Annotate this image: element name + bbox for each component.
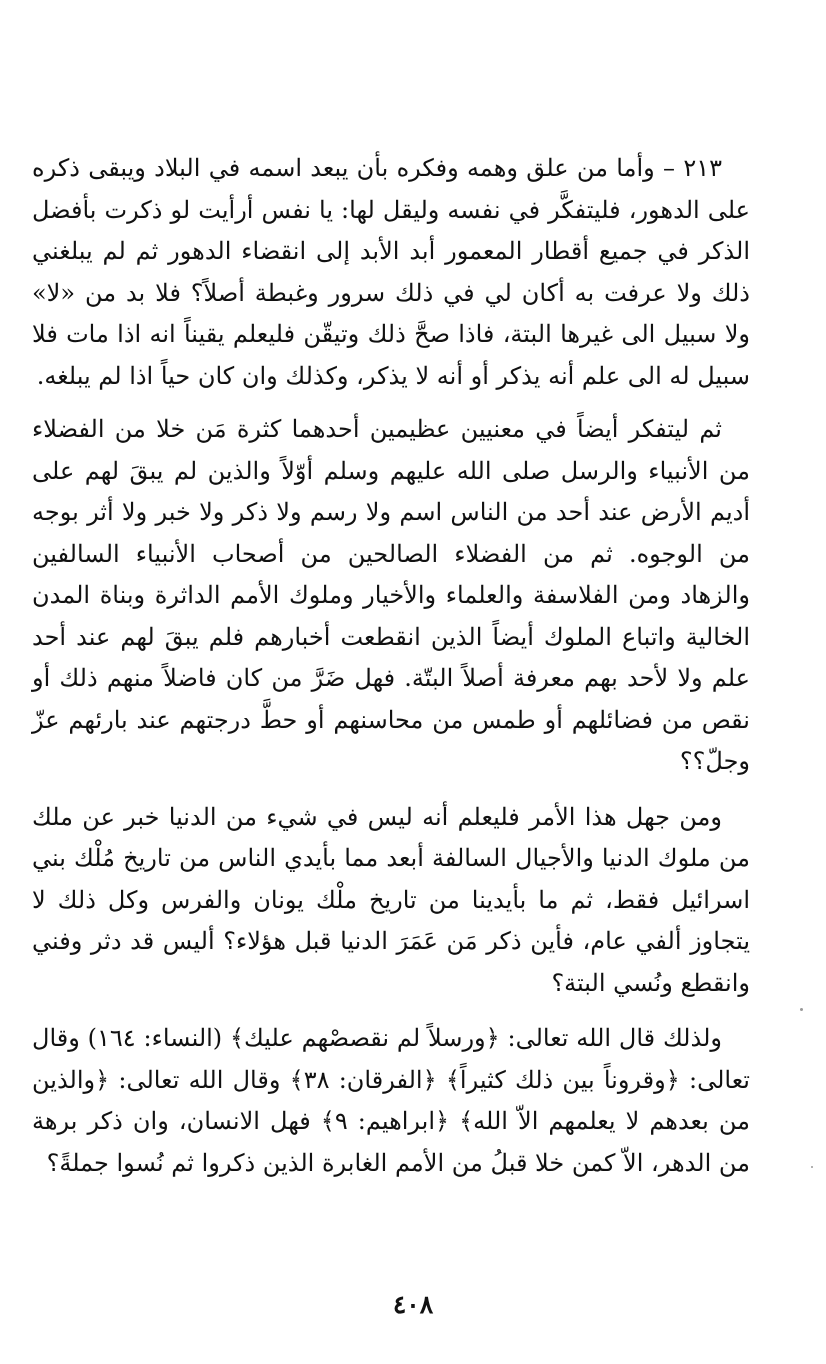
paragraph-virtuous-forgotten: ثم ليتفكر أيضاً في معنيين عظيمين أحدهما كثرة مَن خلا من الفضلاء من الأنبياء والرسل صلى الله عليهم وسلم أوّلاً والذين لم يبقَ لهم على أديم الأرض عند أحد من الناس اسم ولا رسم ولا ذكر ولا خبر ولا أثر بوجه من الوجوه. ثم من الفضلاء الصالحين من أصحاب الأنبياء السالفين والزهاد ومن الفلاسفة والعلماء والأخيار وملوك الأمم الداثرة وبناة المدن الخالية واتباع الملوك أيضاً الذين انقطعت أخبارهم فلم يبقَ لهم عند أحد علم ولا لأحد بهم معرفة أصلاً البتّة. فهل ضَرَّ من كان فاضلاً منهم ذلك أو نقص من فضائلهم أو طمس من محاسنهم أو حطَّ درجتهم عند بارئهم عزّ وجلّ؟؟ (32, 415, 750, 775)
paragraph-history-of-kings: ومن جهل هذا الأمر فليعلم أنه ليس في شيء من الدنيا خبر عن ملك من ملوك الدنيا والأجيال السالفة أبعد مما بأيدي الناس من تاريخ مُلْك بني اسرائيل فقط، ثم ما بأيدينا من تاريخ ملْك يونان والفرس وكل ذلك لا يتجاوز ألفي عام، فأين ذكر مَن عَمَرَ الدنيا قبل هؤلاء؟ أليس قد دثر وفني وانقطع ونُسي البتة؟ (32, 802, 750, 997)
scan-speck (811, 1166, 813, 1168)
body-text (32, 148, 750, 1184)
page-number: ٤٠٨ (392, 1290, 434, 1319)
paragraph-quran-citations: ولذلك قال الله تعالى: ﴿ورسلاً لم نقصصْهم عليك﴾ (النساء: ١٦٤) وقال تعالى: ﴿وقروناً بين ذلك كثيراً﴾ ﴿الفرقان: ٣٨﴾ وقال الله تعالى: ﴿والذين من بعدهم لا يعلمهم الاّ الله﴾ ﴿ابراهيم: ٩﴾ فهل الانسان، وان ذكر برهة من الدهر، الاّ كمن خلا قبلُ من الأمم الغابرة الذين ذكروا ثم نُسوا جملةً؟ (32, 1024, 750, 1177)
paragraph-213: ٢١٣ – وأما من علق وهمه وفكره بأن يبعد اسمه في البلاد ويبقى ذكره على الدهور، فليتفكَّر في نفسه وليقل لها: يا نفس أرأيت لو ذكرت بأفضل الذكر في جميع أقطار المعمور أبد الأبد إلى انقضاء الدهور ثم لم يبلغني ذلك ولا عرفت به أكان لي في ذلك سرور وغبطة أصلاً؟ فلا بد من «لا» ولا سبيل الى غيرها البتة، فاذا صحَّ ذلك وتيقّن فليعلم يقيناً انه اذا مات فلا سبيل له الى علم أنه يذكر أو أنه لا يذكر، وكذلك وان كان حياً اذا لم يبلغه. (32, 154, 750, 390)
scan-speck (800, 1008, 803, 1011)
